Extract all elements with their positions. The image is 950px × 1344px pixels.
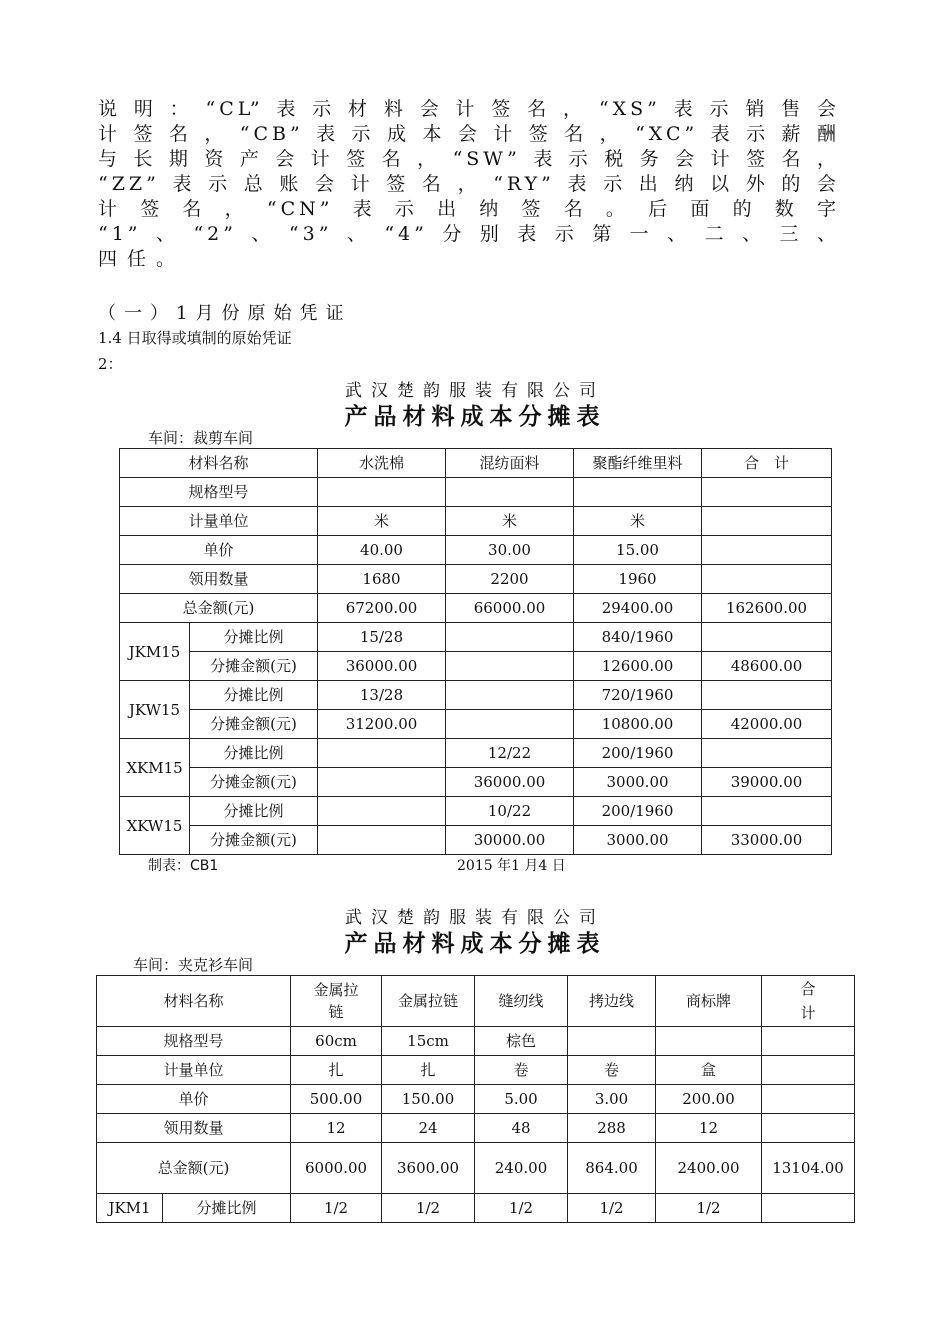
row-label: 规格型号 — [97, 1027, 291, 1056]
header-cell: 商标牌 — [656, 976, 762, 1027]
table-cell — [762, 1085, 855, 1114]
table-row — [120, 478, 832, 507]
table-cell: 42000.00 — [702, 710, 832, 739]
company-name: 武汉楚韵服装有限公司 — [345, 381, 605, 401]
table-cell: 米 — [446, 507, 574, 536]
header-cell: 缝纫线 — [475, 976, 568, 1027]
table-cell: 2200 — [446, 565, 574, 594]
header-cell: 拷边线 — [568, 976, 656, 1027]
header-cell: 水洗棉 — [318, 449, 446, 478]
header-row — [120, 449, 832, 478]
product-code: XKM15 — [120, 739, 190, 797]
table-cell — [702, 623, 832, 652]
table-cell — [446, 478, 574, 507]
table-cell — [318, 739, 446, 768]
table-cell: 36000.00 — [446, 768, 574, 797]
intro-line: “1”、“2”、“3”、“4”分别表示第一、二、三、 — [98, 223, 840, 245]
prepared-by — [148, 855, 218, 875]
table-cell — [446, 710, 574, 739]
table-cell: 60cm — [291, 1027, 382, 1056]
table-cell: 扎 — [382, 1056, 475, 1085]
row-label: 分摊比例 — [163, 1194, 291, 1223]
table-cell: 棕色 — [475, 1027, 568, 1056]
table-cell — [318, 768, 446, 797]
product-code: JKW15 — [120, 681, 190, 739]
table-row — [120, 681, 832, 710]
table-row — [120, 826, 832, 855]
row-label: 计量单位 — [97, 1056, 291, 1085]
table-cell: 48600.00 — [702, 652, 832, 681]
table-cell — [568, 1027, 656, 1056]
table-row — [120, 507, 832, 536]
table-row — [120, 768, 832, 797]
header-cell: 材料名称 — [97, 976, 291, 1027]
table-date: 2015 年1 月4 日 — [457, 858, 566, 874]
table-cell: 240.00 — [475, 1143, 568, 1194]
table-cell: 40.00 — [318, 536, 446, 565]
table-cell — [656, 1027, 762, 1056]
prepared-by-signature: CB1 — [190, 858, 219, 874]
row-label: 分摊比例 — [190, 681, 318, 710]
row-label: 单价 — [97, 1085, 291, 1114]
table-cell — [762, 1056, 855, 1085]
intro-line: 计签名，“CB”表示成本会计签名，“XC”表示薪酬 — [98, 123, 840, 145]
table-cell — [702, 797, 832, 826]
table-cell — [702, 565, 832, 594]
table-cell: 288 — [568, 1114, 656, 1143]
header-cell: 合计 — [762, 976, 855, 1027]
item-number: 2： — [98, 355, 123, 373]
row-label: 分摊金额(元) — [190, 826, 318, 855]
table-cell: 12/22 — [446, 739, 574, 768]
row-label: 分摊金额(元) — [190, 768, 318, 797]
table-cell: 3600.00 — [382, 1143, 475, 1194]
table-cell: 33000.00 — [702, 826, 832, 855]
row-label: 总金额(元) — [120, 594, 318, 623]
row-label: 计量单位 — [120, 507, 318, 536]
table-cell: 720/1960 — [574, 681, 702, 710]
table-cell: 12 — [291, 1114, 382, 1143]
table-cell: 15/28 — [318, 623, 446, 652]
table-row — [120, 623, 832, 652]
table-cell: 扎 — [291, 1056, 382, 1085]
table-cell: 卷 — [475, 1056, 568, 1085]
table-row — [97, 1194, 855, 1223]
table-cell — [318, 797, 446, 826]
table-cell: 200/1960 — [574, 797, 702, 826]
section-heading: （一）1月份原始凭证 — [98, 303, 352, 324]
table-cell: 6000.00 — [291, 1143, 382, 1194]
header-cell: 金属拉链 — [291, 976, 382, 1027]
table-cell: 30000.00 — [446, 826, 574, 855]
table-cell — [702, 478, 832, 507]
table-cell — [574, 478, 702, 507]
table-cell: 1/2 — [291, 1194, 382, 1223]
table-cell: 3000.00 — [574, 768, 702, 797]
intro-line: “ZZ”表示总账会计签名，“RY”表示出纳以外的会 — [98, 173, 840, 195]
table-cell: 米 — [574, 507, 702, 536]
header-cell: 金属拉链 — [382, 976, 475, 1027]
table-cell: 3.00 — [568, 1085, 656, 1114]
table-cell — [702, 739, 832, 768]
table-row — [97, 1143, 855, 1194]
table-cell — [702, 536, 832, 565]
header-cell: 混纺面料 — [446, 449, 574, 478]
table-row — [120, 536, 832, 565]
table-row — [97, 1056, 855, 1085]
product-code: JKM1 — [97, 1194, 163, 1223]
table-row — [120, 739, 832, 768]
table-row — [97, 1085, 855, 1114]
prepared-by-label: 制表： — [148, 858, 190, 874]
table-cell: 1/2 — [656, 1194, 762, 1223]
row-label: 领用数量 — [120, 565, 318, 594]
table-cell: 200.00 — [656, 1085, 762, 1114]
table-cell — [762, 1194, 855, 1223]
table-cell: 1/2 — [568, 1194, 656, 1223]
table-cell: 10/22 — [446, 797, 574, 826]
row-label: 分摊比例 — [190, 623, 318, 652]
table-cell: 米 — [318, 507, 446, 536]
row-label: 单价 — [120, 536, 318, 565]
table-row — [97, 1114, 855, 1143]
table-cell: 67200.00 — [318, 594, 446, 623]
cost-allocation-table-cutting — [119, 448, 832, 855]
table-cell — [318, 826, 446, 855]
table-cell — [318, 478, 446, 507]
header-row — [97, 976, 855, 1027]
table-cell: 162600.00 — [702, 594, 832, 623]
table-cell — [446, 652, 574, 681]
product-code: XKW15 — [120, 797, 190, 855]
intro-line: 说明：“CL”表示材料会计签名，“XS”表示销售会 — [98, 98, 840, 120]
intro-line: 计签名，“CN”表示出纳签名。后面的数字 — [98, 198, 840, 220]
table-row — [120, 565, 832, 594]
table-cell: 39000.00 — [702, 768, 832, 797]
company-name: 武汉楚韵服装有限公司 — [345, 908, 605, 928]
table-cell: 150.00 — [382, 1085, 475, 1114]
table-row — [120, 652, 832, 681]
table-cell — [702, 681, 832, 710]
table-cell: 200/1960 — [574, 739, 702, 768]
header-cell: 聚酯纤维里料 — [574, 449, 702, 478]
table-cell: 840/1960 — [574, 623, 702, 652]
table-cell: 5.00 — [475, 1085, 568, 1114]
cost-allocation-table-jacket — [96, 975, 855, 1223]
table-cell — [446, 623, 574, 652]
table-cell: 15.00 — [574, 536, 702, 565]
intro-line: 与长期资产会计签名，“SW”表示税务会计签名， — [98, 148, 840, 170]
table-cell: 29400.00 — [574, 594, 702, 623]
table-cell: 1680 — [318, 565, 446, 594]
table-title: 产品材料成本分摊表 — [344, 931, 606, 957]
table-row — [120, 594, 832, 623]
row-label: 总金额(元) — [97, 1143, 291, 1194]
table-cell: 66000.00 — [446, 594, 574, 623]
row-label: 规格型号 — [120, 478, 318, 507]
table-cell: 30.00 — [446, 536, 574, 565]
table-cell: 24 — [382, 1114, 475, 1143]
table-cell: 卷 — [568, 1056, 656, 1085]
table-cell: 864.00 — [568, 1143, 656, 1194]
table-cell: 15cm — [382, 1027, 475, 1056]
table-cell: 13/28 — [318, 681, 446, 710]
table-cell — [446, 681, 574, 710]
table-cell: 12 — [656, 1114, 762, 1143]
workshop-label: 车间：夹克衫车间 — [133, 956, 254, 974]
table-cell — [762, 1027, 855, 1056]
table-cell: 盒 — [656, 1056, 762, 1085]
table-cell: 10800.00 — [574, 710, 702, 739]
row-label: 分摊比例 — [190, 739, 318, 768]
table-cell: 36000.00 — [318, 652, 446, 681]
table-row — [97, 1027, 855, 1056]
table-cell: 1/2 — [475, 1194, 568, 1223]
table-cell: 48 — [475, 1114, 568, 1143]
table-cell: 2400.00 — [656, 1143, 762, 1194]
header-cell: 材料名称 — [120, 449, 318, 478]
table-cell: 500.00 — [291, 1085, 382, 1114]
row-label: 分摊金额(元) — [190, 710, 318, 739]
product-code: JKM15 — [120, 623, 190, 681]
table-cell: 13104.00 — [762, 1143, 855, 1194]
table-cell: 31200.00 — [318, 710, 446, 739]
subline: 1.4 日取得或填制的原始凭证 — [98, 329, 292, 347]
table-cell — [762, 1114, 855, 1143]
table-cell: 1/2 — [382, 1194, 475, 1223]
table-row — [120, 797, 832, 826]
intro-paragraph — [98, 97, 840, 272]
table-row — [120, 710, 832, 739]
table-cell — [702, 507, 832, 536]
row-label: 分摊金额(元) — [190, 652, 318, 681]
intro-line: 四任。 — [98, 248, 186, 270]
table-cell: 1960 — [574, 565, 702, 594]
row-label: 分摊比例 — [190, 797, 318, 826]
workshop-label: 车间：裁剪车间 — [148, 429, 254, 447]
row-label: 领用数量 — [97, 1114, 291, 1143]
table-cell: 3000.00 — [574, 826, 702, 855]
table-cell: 12600.00 — [574, 652, 702, 681]
header-cell: 合 计 — [702, 449, 832, 478]
table-title: 产品材料成本分摊表 — [344, 404, 606, 430]
